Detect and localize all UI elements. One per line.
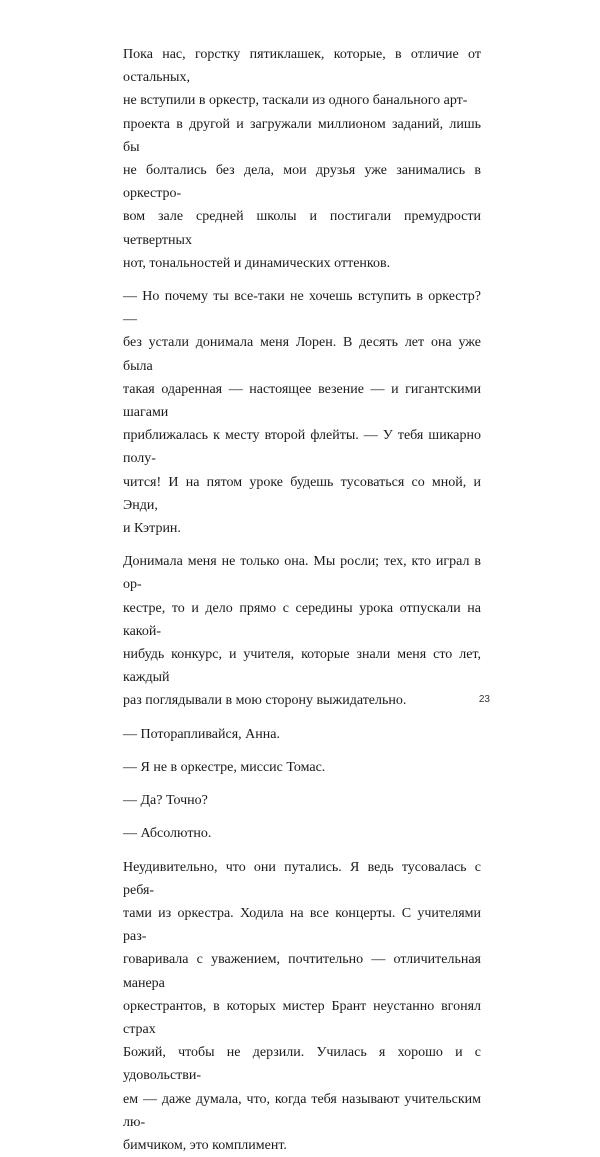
text-line: раз поглядывали в мою сторону выжидательно. [123,693,406,708]
text-line: — Я не в оркестре, миссис Томас. [123,760,325,775]
text-line: вом зале средней школы и постигали премудрости четвертных [123,209,481,247]
text-line: такая одаренная — настоящее везение — и гигантскими шагами [123,382,481,420]
text-line: и Кэтрин. [123,521,181,536]
text-line: нот, тональностей и динамических оттенков. [123,256,390,271]
text-line: не болтались без дела, мои друзья уже занимались в оркестро- [123,163,481,201]
dialogue-line [123,723,481,746]
text-line: Божий, чтобы не дерзили. Училась я хорошо и с удовольстви- [123,1045,481,1083]
paragraph [123,285,481,540]
text-line: ем — даже думала, что, когда тебя называют учительским лю- [123,1092,481,1130]
text-line: — Но почему ты все-таки не хочешь вступить в оркестр? — [123,289,481,327]
text-line: нибудь конкурс, и учителя, которые знали меня сто лет, каждый [123,647,481,685]
text-line: — Абсолютно. [123,826,211,841]
text-line: — Поторапливайся, Анна. [123,727,280,742]
text-line: чится! И на пятом уроке будешь тусоваться со мной, и Энди, [123,475,481,513]
paragraph [123,856,481,1157]
text-line: без устали донимала меня Лорен. В десять лет она уже была [123,335,481,373]
text-line: оркестрантов, в которых мистер Брант неустанно вгонял страх [123,999,481,1037]
paragraph [123,43,481,275]
text-line: бимчиком, это комплимент. [123,1138,287,1153]
text-line: проекта в другой и загружали миллионом заданий, лишь бы [123,117,481,155]
text-line: не вступили в оркестр, таскали из одного банального арт- [123,93,467,108]
dialogue-line [123,789,481,812]
text-line: говаривала с уважением, почтительно — отличительная манера [123,952,481,990]
text-line: Неудивительно, что они путались. Я ведь тусовалась с ребя- [123,860,481,898]
text-line: тами из оркестра. Ходила на все концерты. С учителями раз- [123,906,481,944]
text-line: — Да? Точно? [123,793,208,808]
body-text [123,43,481,1157]
text-line: Донимала меня не только она. Мы росли; тех, кто играл в ор- [123,554,481,592]
text-line: приближалась к месту второй флейты. — У тебя шикарно полу- [123,428,481,466]
dialogue-line [123,756,481,779]
dialogue-line [123,822,481,845]
text-line: Пока нас, горстку пятиклашек, которые, в отличие от остальных, [123,47,481,85]
text-line: кестре, то и дело прямо с середины урока отпускали на какой- [123,601,481,639]
page-number: 23 [460,694,490,705]
paragraph [123,550,481,712]
